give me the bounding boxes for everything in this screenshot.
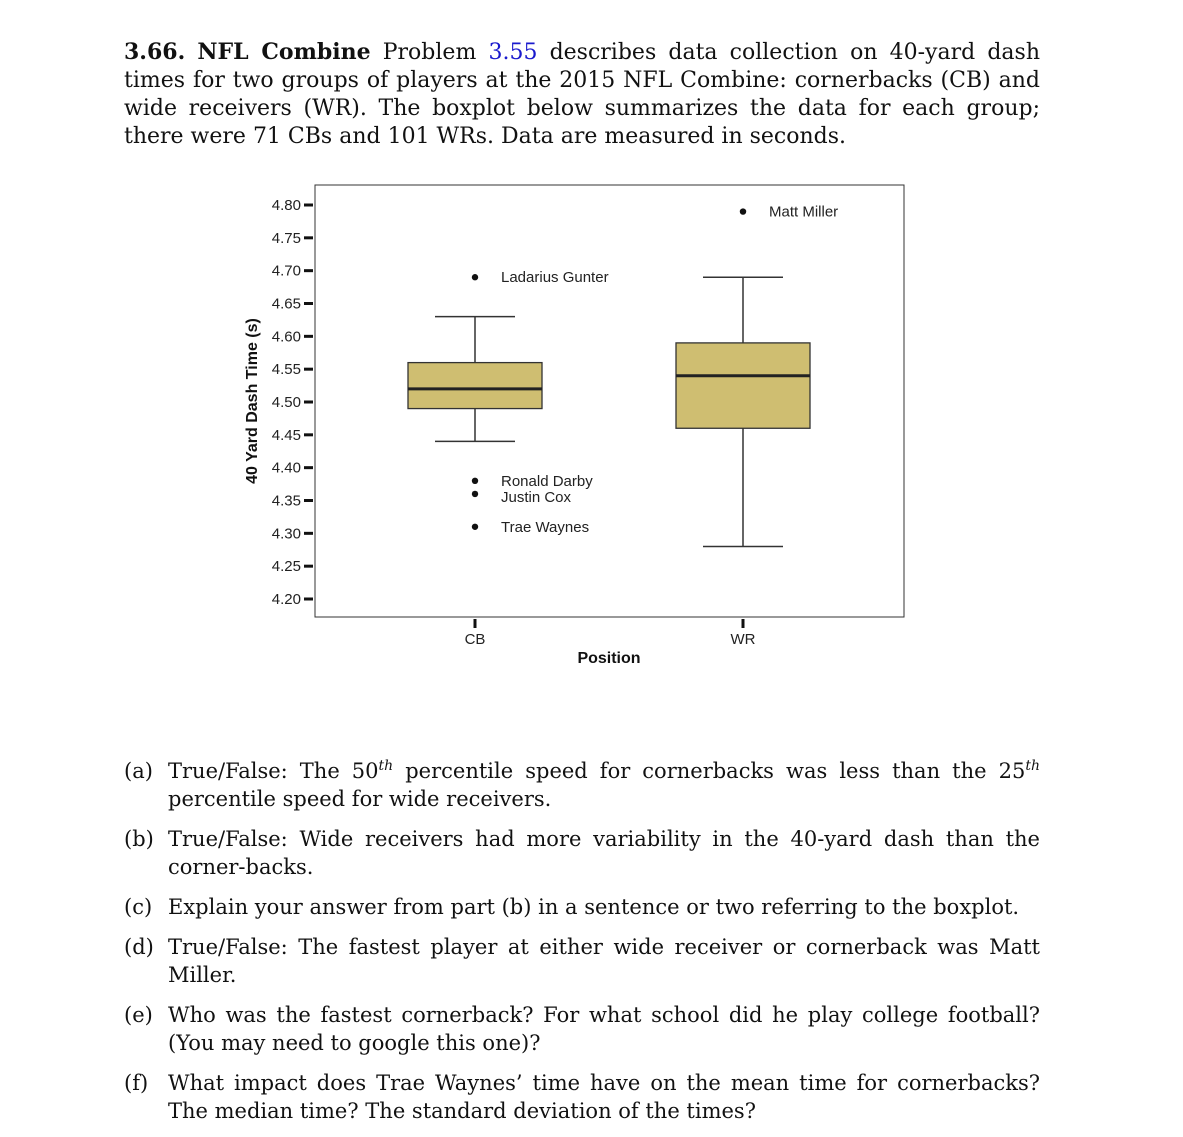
box-wr: [676, 277, 810, 546]
y-tick-label: 4.25: [271, 558, 301, 576]
iqr-box: [676, 343, 810, 428]
part-label: (a): [124, 759, 153, 783]
question-part-b: [124, 825, 1040, 881]
y-tick-label: 4.50: [271, 394, 301, 411]
question-part-c: [124, 893, 1040, 921]
outlier-point: [472, 478, 478, 484]
question-part-e: [124, 1001, 1040, 1057]
plot-frame: [315, 185, 904, 617]
outlier-point: [472, 524, 478, 530]
question-part-f: [124, 1069, 1040, 1125]
part-text: True/False: The 50: [168, 759, 379, 783]
outlier-point: [472, 274, 478, 280]
question-parts: [124, 757, 1040, 1137]
question-part-a: [124, 757, 1040, 813]
problem-number: 3.66.: [124, 39, 186, 65]
y-tick-label: 4.70: [271, 262, 301, 280]
part-text: True/False: Wide receivers had more variability in the 40-yard dash than the corner-backs.: [168, 827, 1040, 879]
part-text: Who was the fastest cornerback? For what school did he play college football? (You may need to google this one)?: [168, 1003, 1040, 1055]
y-tick-label: 4.20: [271, 591, 301, 608]
question-part-d: [124, 933, 1040, 989]
x-tick-label: CB: [464, 631, 486, 648]
part-label: (c): [124, 895, 153, 919]
part-label: (e): [124, 1003, 153, 1027]
part-text: True/False: The fastest player at either wide receiver or cornerback was Matt Miller.: [168, 935, 1040, 987]
x-axis: [465, 619, 756, 648]
y-tick-label: 4.60: [271, 328, 301, 346]
part-text: Explain your answer from part (b) in a sentence or two referring to the boxplot.: [168, 895, 1020, 919]
x-tick-label: WR: [730, 631, 756, 648]
y-tick-label: 4.80: [271, 197, 301, 214]
part-text: What impact does Trae Waynes’ time have on the mean time for cornerbacks? The median time? The standard deviation of the times?: [168, 1071, 1040, 1123]
outlier-point: [472, 491, 478, 497]
superscript: th: [1025, 758, 1040, 774]
y-axis-title: 40 Yard Dash Time (s): [244, 318, 261, 484]
part-label: (f): [124, 1071, 149, 1095]
problem-text-body: describes data collection on 40-yard dash times for two groups of players at the 2015 NFL Combine: cornerbacks (CB) and wide receivers (WR). The boxplot below summarizes the data for each group; there were 71 CBs and 101 WRs. Data are measured in seconds.: [124, 40, 1040, 149]
problem-text-lead: Problem: [382, 40, 477, 65]
y-tick-label: 4.75: [271, 229, 301, 247]
y-tick-label: 4.65: [271, 295, 301, 313]
y-tick-label: 4.45: [271, 426, 301, 444]
y-tick-label: 4.35: [271, 492, 301, 510]
plot-area: [408, 204, 838, 547]
iqr-box: [408, 363, 542, 409]
outlier-label: Justin Cox: [501, 488, 572, 506]
outlier-label: Trae Waynes: [501, 518, 590, 536]
y-tick-label: 4.55: [271, 361, 301, 379]
problem-title: NFL Combine: [197, 39, 371, 65]
outlier-label: Ronald Darby: [501, 472, 593, 490]
problem-reference-link[interactable]: 3.55: [488, 40, 538, 65]
outlier-point: [740, 208, 746, 214]
x-axis-title: Position: [577, 650, 641, 667]
part-label: (d): [124, 935, 154, 959]
part-text: percentile speed for wide receivers.: [168, 787, 552, 811]
outlier-label: Ladarius Gunter: [501, 269, 609, 287]
part-label: (b): [124, 827, 154, 851]
y-tick-label: 4.40: [271, 459, 301, 477]
outlier-label: Matt Miller: [769, 203, 839, 221]
y-tick-label: 4.30: [271, 525, 301, 543]
part-text: percentile speed for cornerbacks was less than the 25: [393, 759, 1026, 783]
box-cb: [408, 317, 542, 442]
superscript: th: [378, 758, 394, 774]
y-axis: [272, 197, 313, 608]
